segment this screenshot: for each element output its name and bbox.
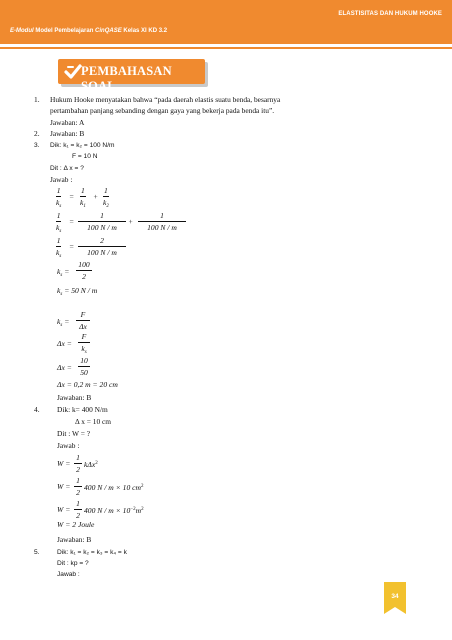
eq1-term1: 1 $k_1$ — [80, 186, 86, 209]
eq11-lhs: W = — [57, 482, 71, 491]
item-number-1: 1. — [34, 95, 40, 104]
eq13-result: W = 2 Joule — [57, 520, 95, 529]
header-divider — [0, 47, 452, 49]
item-1-answer: Jawaban: A — [50, 118, 85, 127]
eq1-term2: 1 $k_2$ — [103, 186, 109, 209]
eq7-lhs: Δx = — [57, 339, 72, 348]
item-5-given: Dik: k₁ = k₂ = k₃ = k₄ = k — [57, 549, 127, 556]
eq6-lhs: $k_s$ = — [57, 317, 70, 328]
item-3-force: F = 10 N — [72, 153, 98, 160]
eq2-term1: 1 100 N / m — [78, 211, 126, 232]
eq8-lhs: Δx = — [57, 363, 72, 372]
item-3-answer: Jawaban: B — [57, 393, 92, 402]
section-title: PEMBAHASAN SOAL — [81, 64, 172, 93]
eq3-lhs: 1 $k_s$ — [56, 236, 62, 259]
eq12-lhs: W = — [57, 505, 71, 514]
eq2-plus: + — [128, 217, 134, 226]
eq2-term2: 1 100 N / m — [138, 211, 186, 232]
eq1-equals: = — [69, 192, 75, 201]
eq1-lhs: 1 $k_s$ — [56, 186, 62, 209]
item-4-answer-label: Jawab : — [57, 441, 80, 450]
item-5-answer-label: Jawab : — [57, 571, 80, 578]
eq3-rhs: 2 100 N / m — [78, 236, 126, 257]
eq12-half: 1 2 — [74, 499, 82, 520]
eq10-lhs: W = — [57, 459, 71, 468]
eq5-result: $k_s = 50$ N / m — [57, 286, 98, 297]
item-3-asked: Dit : Δ x = ? — [50, 165, 84, 172]
item-3-answer-label: Jawab : — [50, 175, 73, 184]
item-4-asked: Dit : W = ? — [57, 429, 91, 438]
item-number-4: 4. — [34, 405, 40, 414]
item-number-5: 5. — [34, 549, 40, 556]
eq11-rhs: 400 N / m × 10 $cm^2$ — [84, 483, 144, 492]
eq10-half: 1 2 — [74, 453, 82, 474]
page-header — [0, 0, 452, 44]
eq3-equals: = — [69, 242, 75, 251]
item-4-given: Dik: k= 400 N/m — [57, 405, 108, 414]
eq2-equals: = — [69, 217, 75, 226]
item-2-answer: Jawaban: B — [50, 129, 85, 138]
eq12-rhs: 400 $N / m \times 10^{-2}m^2$ — [84, 506, 144, 515]
item-4-answer: Jawaban: B — [57, 535, 92, 544]
item-number-3: 3. — [34, 142, 40, 149]
module-subtitle: E-Modul Model Pembelajaran CinQASE Kelas XI KD 3.2 — [10, 28, 168, 34]
page-number: 34 — [391, 593, 399, 600]
eq4-rhs: 100 2 — [76, 260, 92, 281]
item-3-given: Dik: k₁ = k₂ = 100 N/m — [50, 142, 115, 149]
eq6-rhs: F Δx — [76, 310, 90, 331]
eq4-lhs: $k_s$ = — [57, 267, 70, 278]
eq9-result: Δx = 0,2 m = 20 cm — [57, 380, 118, 389]
chapter-title: ELASTISITAS DAN HUKUM HOOKE — [338, 11, 442, 17]
section-banner — [58, 59, 205, 93]
eq1-plus: + — [93, 192, 99, 201]
item-number-2: 2. — [34, 129, 40, 138]
item-1-text-line1: Hukum Hooke menyatakan bahwa “pada daerah elastis suatu benda, besarnya — [50, 95, 281, 104]
eq10-rhs: kΔx$^2$ — [84, 460, 98, 469]
eq11-half: 1 2 — [74, 476, 82, 497]
pencil-check-icon — [64, 63, 82, 80]
item-5-asked: Dit : kp = ? — [57, 560, 89, 567]
eq8-rhs: 10 50 — [78, 356, 90, 377]
item-4-displacement: Δ x = 10 cm — [75, 417, 112, 426]
eq7-rhs: F $k_s$ — [78, 332, 90, 355]
item-1-text-line2: pertambahan panjang sebanding dengan gaya yang bekerja pada benda itu”. — [50, 106, 275, 115]
eq2-lhs: 1 $k_s$ — [56, 211, 62, 234]
